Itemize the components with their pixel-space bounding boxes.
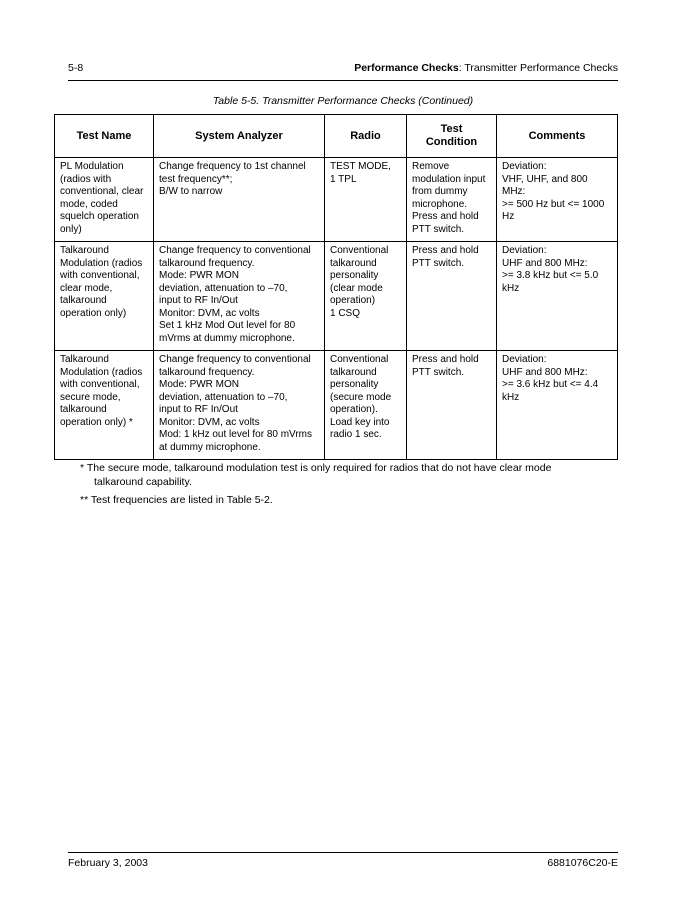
footer-rule [68,852,618,853]
column-header-text: System Analyzer [195,129,283,142]
cell-text-line: PTT switch. [412,223,465,235]
cell-text-line: talkaround [330,257,377,269]
cell-text-line: Load key into [330,416,390,428]
cell-text-line: Remove [412,161,450,172]
cell-text-line: Deviation: [502,354,547,365]
footer-date: February 3, 2003 [68,857,148,869]
column-header [55,115,154,158]
cell-text-line: operation only) * [60,416,133,428]
cell-text-line: operation). [330,404,378,415]
column-header-text: Comments [528,129,586,142]
table-row [55,158,618,242]
table-row [55,242,618,351]
cell-text-line: PTT switch. [412,257,465,269]
cell-text-line: >= 3.6 kHz but <= 4.4 [502,379,599,390]
cell-text-line: PL Modulation [60,161,124,172]
column-header [154,115,325,158]
column-header [407,115,497,158]
cell-text-line: talkaround [60,295,107,306]
table-cell [325,158,407,242]
cell-text-line: talkaround frequency. [159,257,255,269]
cell-text-line: UHF and 800 MHz: [502,257,588,269]
table-cell [55,158,154,242]
cell-text-line: talkaround [330,366,377,378]
header-row [55,115,618,158]
transmitter-checks-table [54,114,618,460]
cell-text-line: radio 1 sec. [330,429,382,440]
cell-text-line: personality [330,379,379,390]
section-title [354,62,618,74]
cell-text-line: conventional, clear [60,186,144,197]
cell-text-line: Talkaround [60,354,109,365]
column-header-text: Test Name [76,129,132,142]
cell-text-line: (secure mode [330,391,392,403]
cell-text-line: 1 CSQ [330,307,361,319]
cell-text-line: Press and hold [412,211,479,222]
cell-text-line: input to RF In/Out [159,404,238,415]
cell-text-line: mVrms at dummy microphone. [159,332,295,344]
table-cell [497,351,618,460]
cell-text-line: talkaround frequency. [159,366,255,378]
cell-text-line: Mode: PWR MON [159,270,240,281]
cell-text-line: talkaround [60,404,107,415]
cell-text-line: squelch operation [60,211,139,222]
cell-text-line: Press and hold [412,245,479,256]
footnote-secure-mode: * The secure mode, talkaround modulation test is only required for radios that do not have clear mode [80,462,552,474]
cell-text-line: >= 500 Hz but <= 1000 [502,198,605,210]
cell-text-line: Change frequency to conventional [159,245,311,256]
cell-text-line: at dummy microphone. [159,441,261,453]
table-cell [55,242,154,351]
section-title-rest: : Transmitter Performance Checks [458,62,618,74]
cell-text-line: Set 1 kHz Mod Out level for 80 [159,320,296,331]
cell-text-line: Talkaround [60,245,109,256]
cell-text-line: operation only) [60,307,127,319]
table-cell [407,242,497,351]
table-cell [154,158,325,242]
cell-text-line: B/W to narrow [159,186,223,197]
table-cell [407,158,497,242]
cell-text-line: Change frequency to conventional [159,354,311,365]
cell-text-line: modulation input [412,173,486,185]
page-header [68,62,618,74]
column-header [325,115,407,158]
cell-text-line: Conventional [330,245,389,256]
table-row [55,351,618,460]
page-footer [68,857,618,869]
cell-text-line: >= 3.8 kHz but <= 5.0 [502,270,599,281]
cell-text-line: kHz [502,391,520,403]
cell-text-line: 1 TPL [330,173,357,185]
cell-text-line: Hz [502,211,515,222]
cell-text-line: Deviation: [502,245,547,256]
cell-text-line: TEST MODE, [330,161,391,172]
table-title: Table 5-5. Transmitter Performance Checks (Continued) [212,95,474,107]
cell-text-line: only) [60,223,82,235]
cell-text-line: operation) [330,295,376,306]
cell-text-line: deviation, attenuation to –70, [159,391,288,403]
cell-text-line: Modulation (radios [60,257,143,269]
cell-text-line: UHF and 800 MHz: [502,366,588,378]
table-cell [497,158,618,242]
cell-text-line: with conventional, [60,379,140,390]
cell-text-line: Change frequency to 1st channel [159,161,306,172]
cell-text-line: mode, coded [60,198,118,210]
cell-text-line: test frequency**; [159,173,233,185]
cell-text-line: Mod: 1 kHz out level for 80 mVrms [159,429,313,440]
cell-text-line: Monitor: DVM, ac volts [159,307,260,319]
table-cell [497,242,618,351]
cell-text-line: (clear mode [330,282,383,294]
cell-text-line: Conventional [330,354,389,365]
cell-text-line: (radios with [60,173,112,185]
cell-text-line: Monitor: DVM, ac volts [159,416,260,428]
cell-text-line: Mode: PWR MON [159,379,240,390]
cell-text-line: personality [330,270,379,281]
header-rule [68,80,618,81]
cell-text-line: Deviation: [502,161,547,172]
cell-text-line: from dummy [412,186,468,197]
column-header-text: Radio [350,129,381,142]
table-cell [55,351,154,460]
footnote-secure-mode-cont: talkaround capability. [94,475,192,488]
cell-text-line: PTT switch. [412,366,465,378]
table-cell [154,351,325,460]
table-cell [154,242,325,351]
cell-text-line: VHF, UHF, and 800 [502,173,588,185]
column-header-text: Condition [425,136,478,148]
table-cell [325,351,407,460]
cell-text-line: clear mode, [60,282,113,294]
table-body [55,158,618,460]
footer-doc-number: 6881076C20-E [547,857,618,869]
section-title-bold: Performance Checks [354,62,459,74]
cell-text-line: microphone. [412,198,468,210]
cell-text-line: secure mode, [60,391,121,403]
cell-text-line: kHz [502,282,520,294]
column-header-text: Test [440,123,463,135]
table-cell [407,351,497,460]
cell-text-line: Press and hold [412,354,479,365]
cell-text-line: deviation, attenuation to –70, [159,282,288,294]
footnote-test-frequencies: ** Test frequencies are listed in Table 5-2. [80,494,273,506]
cell-text-line: Modulation (radios [60,366,143,378]
column-header [497,115,618,158]
cell-text-line: with conventional, [60,270,140,281]
footnotes [80,462,620,508]
table-cell [325,242,407,351]
cell-text-line: input to RF In/Out [159,295,238,306]
page-number: 5-8 [68,62,84,74]
table-header [55,115,618,158]
cell-text-line: MHz: [502,186,526,197]
